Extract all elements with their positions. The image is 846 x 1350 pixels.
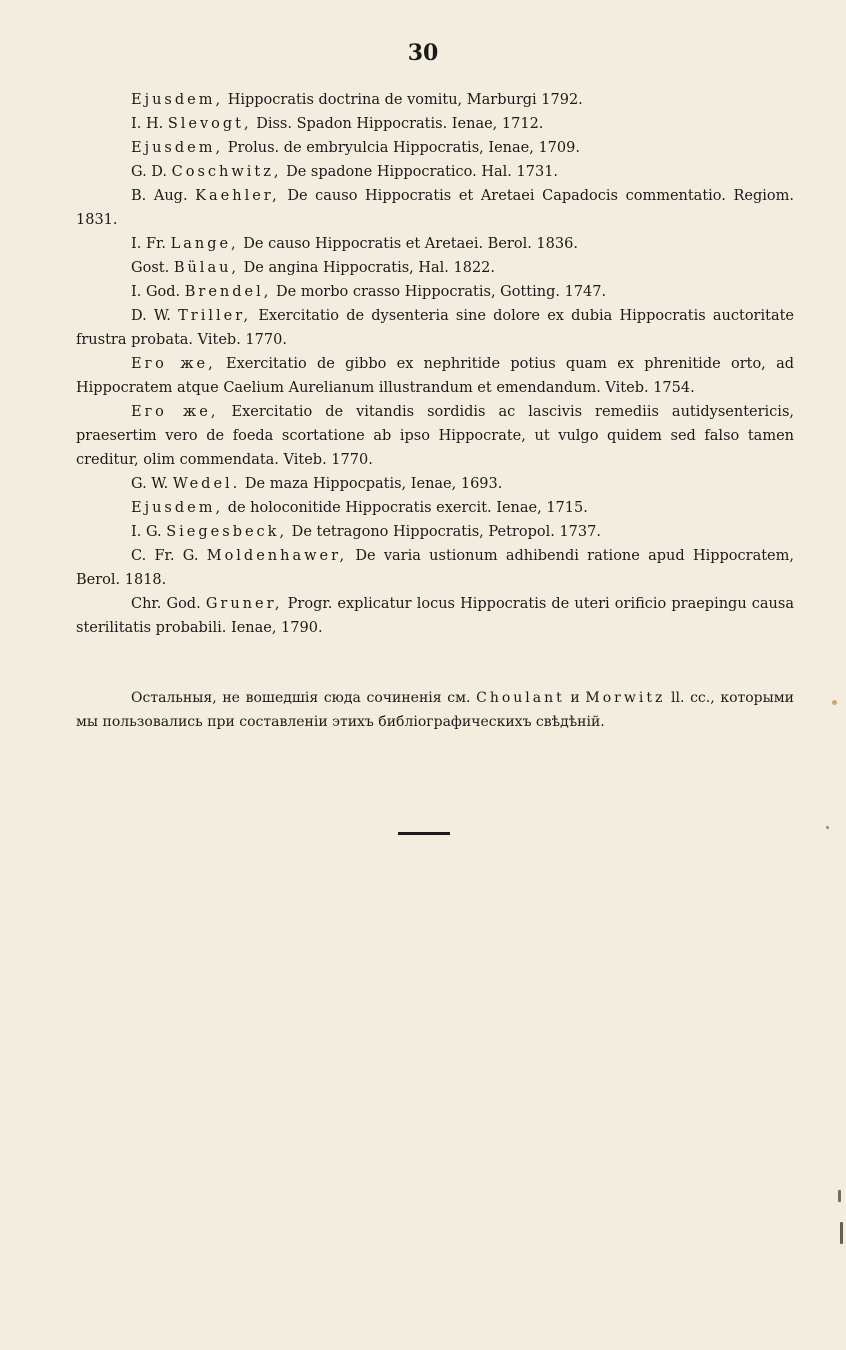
bibliography-list <box>76 88 794 640</box>
entry-prefix: D. W. <box>131 308 179 324</box>
entry-prefix: G. D. <box>131 164 172 180</box>
entry-text: Diss. Spadon Hippocratis. Ienae, 1712. <box>251 116 544 132</box>
entry-author: Slevogt, <box>167 116 252 132</box>
entry-text: Hippocratis doctrina de vomitu, Marburgi 1792. <box>223 92 583 108</box>
bibliography-entry <box>76 496 794 520</box>
note-text: ll. cc., которыми мы пользовались при составленіи этихъ библіографическихъ свѣдѣній. <box>76 690 794 730</box>
paper-speck <box>832 700 837 705</box>
bibliography-entry <box>76 232 794 256</box>
bibliography-entry <box>76 544 794 592</box>
end-rule <box>398 832 450 835</box>
entry-author: Siegesbeck, <box>166 524 288 540</box>
bibliography-entry <box>76 88 794 112</box>
entry-prefix: I. G. <box>131 524 167 540</box>
entry-prefix: I. H. <box>131 116 168 132</box>
bibliography-entry <box>76 136 794 160</box>
entry-author: Coschwitz, <box>171 164 282 180</box>
entry-author: Его же, <box>131 404 219 420</box>
bibliography-entry <box>76 592 794 640</box>
entry-prefix: G. W. <box>131 476 173 492</box>
entry-author: Ejusdem, <box>131 500 224 516</box>
entry-prefix: Gost. <box>131 260 174 276</box>
bibliography-entry <box>76 256 794 280</box>
entry-author: Lange, <box>170 236 239 252</box>
note-text: Остальныя, не вошедшія сюда сочиненія см. <box>131 690 477 706</box>
bibliography-entry <box>76 184 794 232</box>
entry-prefix: I. God. <box>131 284 185 300</box>
entry-text: Prolus. de embryulcia Hippocratis, Ienae, 1709. <box>223 140 580 156</box>
entry-author: Ejusdem, <box>131 140 224 156</box>
bibliography-entry <box>76 472 794 496</box>
entry-text: De angina Hippocratis, Hal. 1822. <box>239 260 496 276</box>
entry-author: Ejusdem, <box>131 92 224 108</box>
entry-text: Exercitatio de gibbo ex nephritide potius quam ex phrenitide orto, ad Hippocratem atque Caelium Aurelianum illustrandum et emendandum. Viteb. 1754. <box>76 356 795 396</box>
paper-speck <box>826 826 829 829</box>
entry-text: De tetragono Hippocratis, Petropol. 1737. <box>287 524 601 540</box>
entry-author: Wedel. <box>172 476 241 492</box>
entry-author: Brendel, <box>184 284 272 300</box>
bibliography-entry <box>76 280 794 304</box>
note-text: и <box>564 690 586 706</box>
entry-author: Moldenhawer, <box>206 548 348 564</box>
entry-text: De varia ustionum adhibendi ratione apud Hippocratem, Berol. 1818. <box>76 548 794 588</box>
entry-text: De morbo crasso Hippocratis, Gotting. 1747. <box>271 284 607 300</box>
entry-author: Triller, <box>178 308 252 324</box>
bibliography-entry <box>76 304 794 352</box>
entry-prefix: I. Fr. <box>131 236 171 252</box>
note-author-morwitz: Morwitz <box>585 690 666 706</box>
entry-text: Exercitatio de dysenteria sine dolore ex dubia Hippocratis auctoritate frustra probata. Viteb. 1770. <box>76 308 795 348</box>
bibliography-entry <box>76 112 794 136</box>
paper-speck <box>838 1190 841 1202</box>
paper-speck <box>840 1222 843 1244</box>
page-number: 30 <box>407 40 439 66</box>
entry-text: De causo Hippocratis et Aretaei Capadocis commentatio. Regiom. 1831. <box>76 188 794 228</box>
entry-text: Exercitatio de vitandis sordidis ac lascivis remediis autidysentericis, praesertim vero de foeda scortatione ab ipso Hippocrate, ut vulgo quidem sed falso tamen creditur, olim commendata. Viteb. 1770. <box>76 404 794 468</box>
entry-author: Bülau, <box>173 260 240 276</box>
bibliography-entry <box>76 400 794 472</box>
bibliography-entry <box>76 160 794 184</box>
entry-author: Его же, <box>131 356 216 372</box>
entry-text: De maza Hippocpatis, Ienae, 1693. <box>240 476 503 492</box>
entry-prefix: C. Fr. G. <box>131 548 207 564</box>
entry-text: de holoconitide Hippocratis exercit. Ienae, 1715. <box>223 500 588 516</box>
entry-text: De spadone Hippocratico. Hal. 1731. <box>281 164 559 180</box>
entry-author: Kaehler, <box>195 188 280 204</box>
bibliography-entry <box>76 520 794 544</box>
closing-note <box>76 686 794 734</box>
entry-text: De causo Hippocratis et Aretaei. Berol. 1836. <box>238 236 578 252</box>
bibliography-entry <box>76 352 794 400</box>
entry-prefix: Chr. God. <box>131 596 206 612</box>
entry-prefix: B. Aug. <box>131 188 196 204</box>
entry-text: Progr. explicatur locus Hippocratis de uteri orificio praepingu causa sterilitatis probabili. Ienae, 1790. <box>76 596 794 636</box>
entry-author: Gruner, <box>205 596 283 612</box>
note-author-choulant: Choulant <box>476 690 565 706</box>
